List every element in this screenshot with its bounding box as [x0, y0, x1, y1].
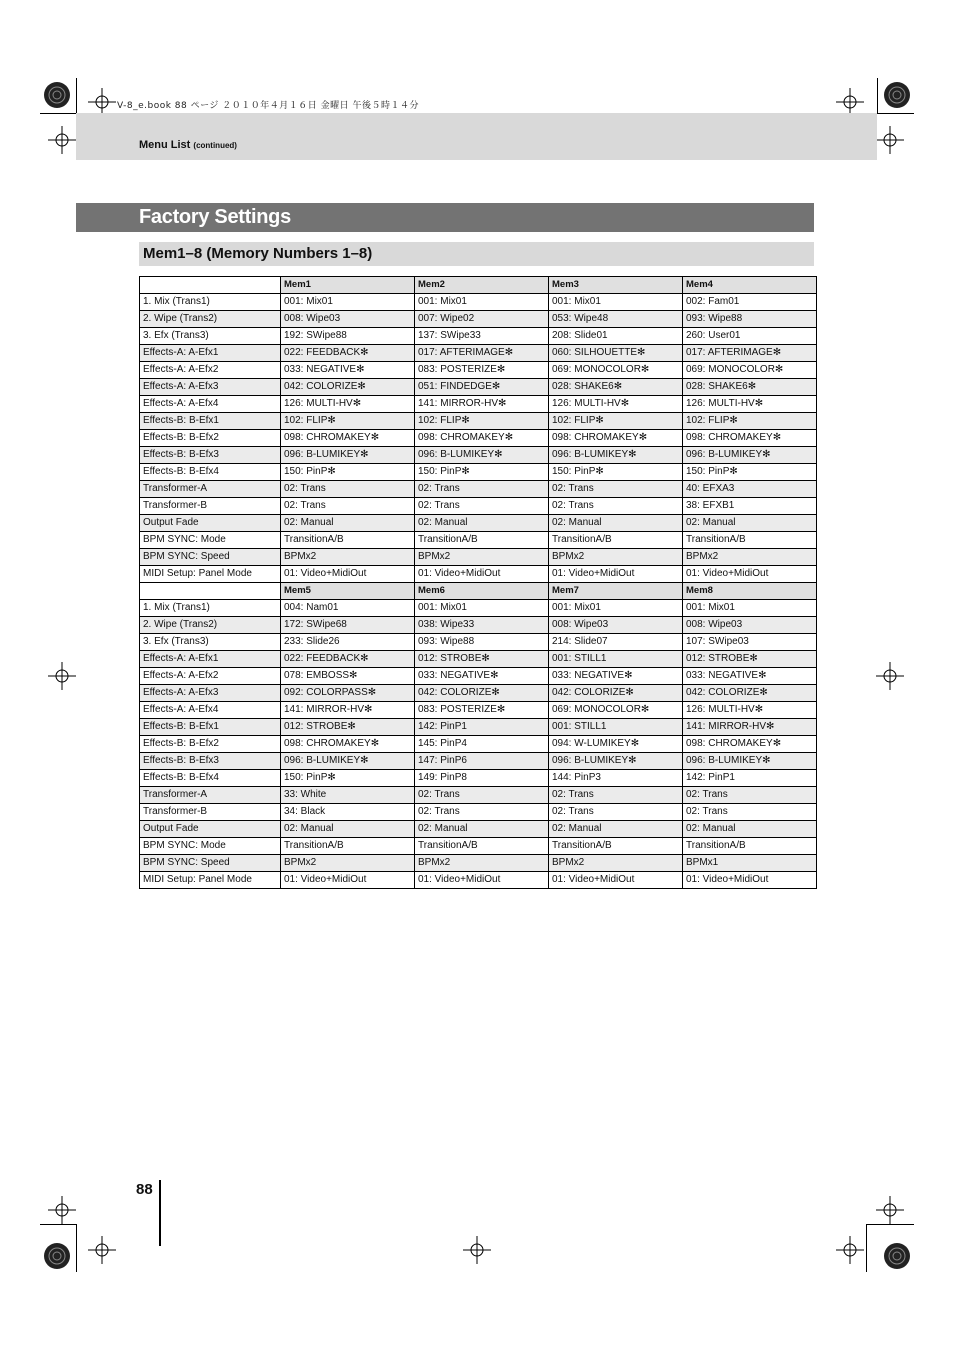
table-row — [140, 770, 817, 787]
table-row-label: Effects-B: B-Efx3 — [140, 447, 281, 464]
table-cell: 038: Wipe33 — [415, 617, 549, 634]
table-cell: 001: Mix01 — [683, 600, 817, 617]
table-row-label: Transformer-B — [140, 804, 281, 821]
table-cell: 126: MULTI-HV✻ — [281, 396, 415, 413]
section-title: Factory Settings — [139, 206, 291, 228]
table-row — [140, 617, 817, 634]
table-cell: BPMx2 — [415, 855, 549, 872]
running-header — [139, 139, 237, 151]
table-cell: 096: B-LUMIKEY✻ — [415, 447, 549, 464]
table-cell: 096: B-LUMIKEY✻ — [549, 753, 683, 770]
table-cell: 007: Wipe02 — [415, 311, 549, 328]
crosshair-icon — [88, 88, 116, 116]
table-row-label: Effects-A: A-Efx1 — [140, 651, 281, 668]
corner-target-icon — [880, 1238, 920, 1278]
table-cell: 053: Wipe48 — [549, 311, 683, 328]
table-cell: 033: NEGATIVE✻ — [549, 668, 683, 685]
table-row — [140, 634, 817, 651]
table-cell: 233: Slide26 — [281, 634, 415, 651]
table-cell: 094: W-LUMIKEY✻ — [549, 736, 683, 753]
table-cell: 01: Video+MidiOut — [281, 566, 415, 583]
table-row — [140, 464, 817, 481]
table-row-label: 1. Mix (Trans1) — [140, 600, 281, 617]
table-row-label: BPM SYNC: Mode — [140, 532, 281, 549]
table-row — [140, 430, 817, 447]
table-cell: TransitionA/B — [683, 838, 817, 855]
table-row-label: Effects-B: B-Efx4 — [140, 464, 281, 481]
table-cell: 012: STROBE✻ — [683, 651, 817, 668]
trim-line — [877, 113, 914, 114]
table-cell: 137: SWipe33 — [415, 328, 549, 345]
table-header-row — [140, 583, 817, 600]
table-row-label: MIDI Setup: Panel Mode — [140, 566, 281, 583]
table-row-label: Effects-B: B-Efx3 — [140, 753, 281, 770]
table-cell: 001: Mix01 — [415, 600, 549, 617]
table-cell: BPMx2 — [549, 855, 683, 872]
table-row — [140, 549, 817, 566]
table-cell: 38: EFXB1 — [683, 498, 817, 515]
trim-line — [877, 78, 878, 113]
subsection-title: Mem1–8 (Memory Numbers 1–8) — [143, 245, 373, 262]
table-row-label: Transformer-B — [140, 498, 281, 515]
corner-target-icon — [40, 1238, 80, 1278]
table-row-label: 2. Wipe (Trans2) — [140, 311, 281, 328]
table-row — [140, 702, 817, 719]
table-row-label: Effects-B: B-Efx1 — [140, 719, 281, 736]
crosshair-icon — [48, 1196, 76, 1224]
table-cell: 141: MIRROR-HV✻ — [683, 719, 817, 736]
crosshair-icon — [836, 1236, 864, 1264]
table-cell: 098: CHROMAKEY✻ — [415, 430, 549, 447]
table-cell: 012: STROBE✻ — [415, 651, 549, 668]
table-cell: 02: Trans — [415, 804, 549, 821]
table-cell: 01: Video+MidiOut — [683, 566, 817, 583]
table-cell: 051: FINDEDGE✻ — [415, 379, 549, 396]
table-cell: 02: Trans — [549, 787, 683, 804]
table-row — [140, 498, 817, 515]
table-cell: TransitionA/B — [549, 532, 683, 549]
table-cell: 02: Manual — [281, 515, 415, 532]
table-row — [140, 345, 817, 362]
table-cell: 172: SWipe68 — [281, 617, 415, 634]
table-row-label: 3. Efx (Trans3) — [140, 328, 281, 345]
table-row-label: Transformer-A — [140, 481, 281, 498]
table-cell: 017: AFTERIMAGE✻ — [683, 345, 817, 362]
table-column-header: Mem2 — [415, 277, 549, 294]
table-cell: 083: POSTERIZE✻ — [415, 362, 549, 379]
table-cell: 02: Trans — [281, 481, 415, 498]
factory-settings-table-body — [140, 277, 817, 889]
table-row-label: Output Fade — [140, 515, 281, 532]
table-cell: 098: CHROMAKEY✻ — [683, 736, 817, 753]
table-cell: 126: MULTI-HV✻ — [683, 702, 817, 719]
table-column-header: Mem5 — [281, 583, 415, 600]
table-cell: 150: PinP✻ — [683, 464, 817, 481]
table-cell: 093: Wipe88 — [415, 634, 549, 651]
table-cell: 096: B-LUMIKEY✻ — [683, 753, 817, 770]
table-cell: 150: PinP✻ — [281, 770, 415, 787]
table-header-blank-cell — [140, 277, 281, 294]
page-number-rule — [159, 1180, 161, 1246]
table-cell: BPMx1 — [683, 855, 817, 872]
crosshair-icon — [876, 126, 904, 154]
table-row-label: Effects-A: A-Efx4 — [140, 702, 281, 719]
table-cell: BPMx2 — [549, 549, 683, 566]
table-cell: 149: PinP8 — [415, 770, 549, 787]
crosshair-icon — [48, 662, 76, 690]
table-row — [140, 821, 817, 838]
table-cell: 01: Video+MidiOut — [549, 566, 683, 583]
table-cell: 004: Nam01 — [281, 600, 415, 617]
table-row-label: BPM SYNC: Speed — [140, 549, 281, 566]
table-row — [140, 753, 817, 770]
corner-target-icon — [880, 75, 920, 115]
table-cell: 02: Manual — [683, 821, 817, 838]
table-row — [140, 328, 817, 345]
table-row-label: Effects-A: A-Efx2 — [140, 668, 281, 685]
table-cell: 033: NEGATIVE✻ — [415, 668, 549, 685]
table-cell: 02: Trans — [415, 787, 549, 804]
table-cell: 02: Manual — [683, 515, 817, 532]
crosshair-icon — [876, 662, 904, 690]
header-band — [76, 113, 877, 160]
table-cell: TransitionA/B — [281, 532, 415, 549]
table-row-label: 3. Efx (Trans3) — [140, 634, 281, 651]
table-cell: 150: PinP✻ — [281, 464, 415, 481]
table-row-label: Effects-A: A-Efx2 — [140, 362, 281, 379]
table-row-label: Transformer-A — [140, 787, 281, 804]
table-cell: 214: Slide07 — [549, 634, 683, 651]
table-row — [140, 872, 817, 889]
table-cell: 017: AFTERIMAGE✻ — [415, 345, 549, 362]
table-cell: 02: Manual — [415, 515, 549, 532]
table-row — [140, 379, 817, 396]
table-cell: 147: PinP6 — [415, 753, 549, 770]
table-cell: BPMx2 — [683, 549, 817, 566]
crosshair-icon — [876, 1196, 904, 1224]
table-row — [140, 362, 817, 379]
page-number: 88 — [136, 1181, 153, 1198]
table-cell: 028: SHAKE6✻ — [549, 379, 683, 396]
table-cell: 260: User01 — [683, 328, 817, 345]
table-header-row — [140, 277, 817, 294]
table-cell: 033: NEGATIVE✻ — [683, 668, 817, 685]
table-cell: BPMx2 — [281, 855, 415, 872]
table-cell: 02: Manual — [415, 821, 549, 838]
table-cell: 141: MIRROR-HV✻ — [415, 396, 549, 413]
table-cell: 02: Manual — [281, 821, 415, 838]
table-row — [140, 804, 817, 821]
table-cell: 001: STILL1 — [549, 719, 683, 736]
table-cell: 142: PinP1 — [415, 719, 549, 736]
running-header-continued: (continued) — [193, 141, 237, 150]
table-column-header: Mem6 — [415, 583, 549, 600]
table-cell: 001: Mix01 — [549, 600, 683, 617]
table-row — [140, 413, 817, 430]
table-row — [140, 532, 817, 549]
crosshair-icon — [836, 88, 864, 116]
corner-target-icon — [40, 75, 80, 115]
table-cell: 02: Trans — [415, 481, 549, 498]
table-cell: 092: COLORPASS✻ — [281, 685, 415, 702]
trim-line — [76, 1224, 77, 1272]
table-row-label: BPM SYNC: Speed — [140, 855, 281, 872]
table-row — [140, 481, 817, 498]
table-cell: 069: MONOCOLOR✻ — [549, 702, 683, 719]
table-cell: 102: FLIP✻ — [415, 413, 549, 430]
table-cell: 141: MIRROR-HV✻ — [281, 702, 415, 719]
table-row — [140, 311, 817, 328]
table-cell: 01: Video+MidiOut — [415, 566, 549, 583]
table-cell: 01: Video+MidiOut — [281, 872, 415, 889]
table-row-label: Effects-B: B-Efx1 — [140, 413, 281, 430]
table-row-label: Effects-B: B-Efx2 — [140, 736, 281, 753]
table-row — [140, 447, 817, 464]
table-cell: 008: Wipe03 — [683, 617, 817, 634]
table-header-blank-cell — [140, 583, 281, 600]
table-cell: 142: PinP1 — [683, 770, 817, 787]
table-row — [140, 651, 817, 668]
table-cell: 102: FLIP✻ — [281, 413, 415, 430]
table-cell: 042: COLORIZE✻ — [683, 685, 817, 702]
table-cell: 02: Manual — [549, 515, 683, 532]
table-cell: 126: MULTI-HV✻ — [549, 396, 683, 413]
table-cell: 022: FEEDBACK✻ — [281, 345, 415, 362]
table-cell: 02: Trans — [549, 804, 683, 821]
trim-line — [866, 1224, 914, 1225]
table-row — [140, 566, 817, 583]
table-cell: 096: B-LUMIKEY✻ — [549, 447, 683, 464]
table-row-label: Effects-A: A-Efx1 — [140, 345, 281, 362]
table-row — [140, 838, 817, 855]
table-cell: 078: EMBOSS✻ — [281, 668, 415, 685]
table-row — [140, 668, 817, 685]
table-cell: 002: Fam01 — [683, 294, 817, 311]
trim-line — [866, 1224, 867, 1272]
table-cell: 012: STROBE✻ — [281, 719, 415, 736]
table-cell: 042: COLORIZE✻ — [281, 379, 415, 396]
trim-line — [76, 78, 77, 113]
table-cell: 40: EFXA3 — [683, 481, 817, 498]
table-row — [140, 855, 817, 872]
table-cell: 145: PinP4 — [415, 736, 549, 753]
table-cell: 02: Manual — [549, 821, 683, 838]
table-cell: 34: Black — [281, 804, 415, 821]
table-cell: 001: Mix01 — [415, 294, 549, 311]
table-cell: 069: MONOCOLOR✻ — [683, 362, 817, 379]
table-cell: 02: Trans — [549, 481, 683, 498]
table-cell: 098: CHROMAKEY✻ — [683, 430, 817, 447]
table-cell: 107: SWipe03 — [683, 634, 817, 651]
table-cell: TransitionA/B — [683, 532, 817, 549]
table-cell: 02: Trans — [281, 498, 415, 515]
table-cell: 144: PinP3 — [549, 770, 683, 787]
table-cell: 001: STILL1 — [549, 651, 683, 668]
table-cell: 01: Video+MidiOut — [415, 872, 549, 889]
table-row-label: 1. Mix (Trans1) — [140, 294, 281, 311]
table-cell: 008: Wipe03 — [281, 311, 415, 328]
table-cell: 02: Trans — [549, 498, 683, 515]
table-cell: 098: CHROMAKEY✻ — [281, 430, 415, 447]
table-cell: 033: NEGATIVE✻ — [281, 362, 415, 379]
table-column-header: Mem8 — [683, 583, 817, 600]
table-row — [140, 685, 817, 702]
table-row — [140, 396, 817, 413]
table-cell: 069: MONOCOLOR✻ — [549, 362, 683, 379]
table-cell: 01: Video+MidiOut — [683, 872, 817, 889]
table-cell: 022: FEEDBACK✻ — [281, 651, 415, 668]
table-row-label: Output Fade — [140, 821, 281, 838]
table-cell: 192: SWipe88 — [281, 328, 415, 345]
table-cell: TransitionA/B — [415, 532, 549, 549]
table-cell: TransitionA/B — [415, 838, 549, 855]
table-cell: 042: COLORIZE✻ — [549, 685, 683, 702]
table-cell: BPMx2 — [415, 549, 549, 566]
table-cell: 01: Video+MidiOut — [549, 872, 683, 889]
table-row — [140, 515, 817, 532]
table-cell: 028: SHAKE6✻ — [683, 379, 817, 396]
table-row-label: 2. Wipe (Trans2) — [140, 617, 281, 634]
print-metadata: V-8_e.book 88 ページ ２０１０年４月１６日 金曜日 午後５時１４分 — [117, 101, 420, 111]
table-cell: 150: PinP✻ — [549, 464, 683, 481]
table-cell: 150: PinP✻ — [415, 464, 549, 481]
table-row — [140, 294, 817, 311]
table-cell: 060: SILHOUETTE✻ — [549, 345, 683, 362]
table-row-label: MIDI Setup: Panel Mode — [140, 872, 281, 889]
table-cell: BPMx2 — [281, 549, 415, 566]
table-cell: 083: POSTERIZE✻ — [415, 702, 549, 719]
table-cell: 001: Mix01 — [549, 294, 683, 311]
table-column-header: Mem4 — [683, 277, 817, 294]
table-cell: 102: FLIP✻ — [683, 413, 817, 430]
table-cell: 02: Trans — [683, 804, 817, 821]
table-cell: 126: MULTI-HV✻ — [683, 396, 817, 413]
table-cell: 042: COLORIZE✻ — [415, 685, 549, 702]
table-cell: 096: B-LUMIKEY✻ — [281, 753, 415, 770]
table-row-label: Effects-B: B-Efx4 — [140, 770, 281, 787]
table-cell: TransitionA/B — [281, 838, 415, 855]
table-row — [140, 719, 817, 736]
table-row — [140, 600, 817, 617]
table-cell: 098: CHROMAKEY✻ — [281, 736, 415, 753]
table-cell: 093: Wipe88 — [683, 311, 817, 328]
table-cell: 33: White — [281, 787, 415, 804]
table-cell: 096: B-LUMIKEY✻ — [281, 447, 415, 464]
crosshair-icon — [463, 1236, 491, 1264]
running-header-title: Menu List — [139, 139, 191, 151]
table-column-header: Mem3 — [549, 277, 683, 294]
table-cell: 008: Wipe03 — [549, 617, 683, 634]
factory-settings-table — [139, 276, 817, 889]
table-cell: 02: Trans — [415, 498, 549, 515]
table-cell: 001: Mix01 — [281, 294, 415, 311]
table-cell: 208: Slide01 — [549, 328, 683, 345]
table-row-label: Effects-B: B-Efx2 — [140, 430, 281, 447]
table-cell: TransitionA/B — [549, 838, 683, 855]
crosshair-icon — [88, 1236, 116, 1264]
table-cell: 102: FLIP✻ — [549, 413, 683, 430]
table-row-label: Effects-A: A-Efx3 — [140, 379, 281, 396]
table-row-label: Effects-A: A-Efx3 — [140, 685, 281, 702]
table-cell: 096: B-LUMIKEY✻ — [683, 447, 817, 464]
trim-line — [40, 1224, 77, 1225]
table-row-label: Effects-A: A-Efx4 — [140, 396, 281, 413]
table-row-label: BPM SYNC: Mode — [140, 838, 281, 855]
table-row — [140, 787, 817, 804]
table-column-header: Mem7 — [549, 583, 683, 600]
table-cell: 02: Trans — [683, 787, 817, 804]
trim-line — [40, 113, 77, 114]
table-row — [140, 736, 817, 753]
table-cell: 098: CHROMAKEY✻ — [549, 430, 683, 447]
crosshair-icon — [48, 126, 76, 154]
table-column-header: Mem1 — [281, 277, 415, 294]
